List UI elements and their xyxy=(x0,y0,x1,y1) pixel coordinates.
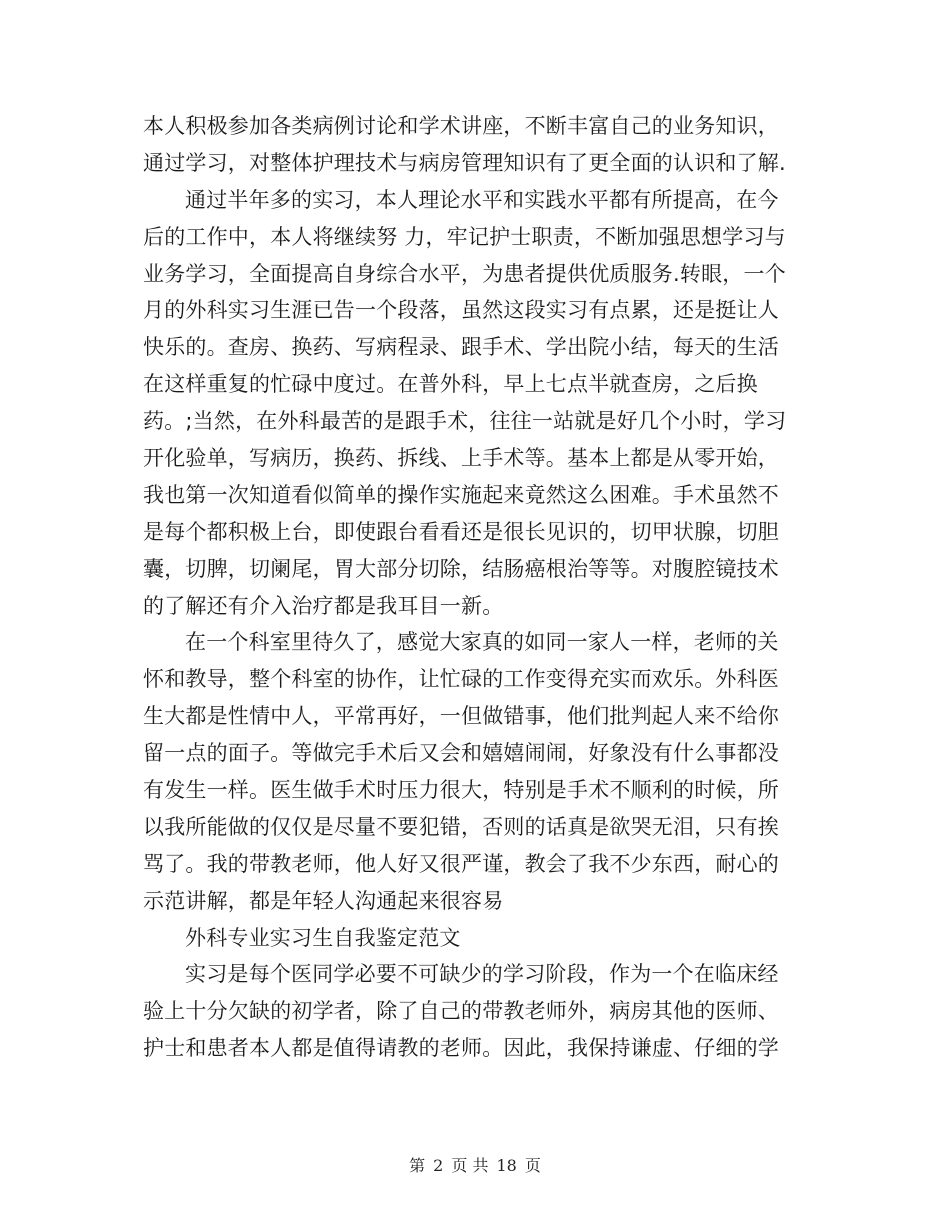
text-line: 月的外科实习生涯已告一个段落，虽然这段实习有点累，还是挺让人 xyxy=(143,298,779,323)
text-line: 通过半年多的实习，本人理论水平和实践水平都有所提高，在今 xyxy=(185,187,779,212)
text-line: 开化验单，写病历，换药、拆线、上手术等。基本上都是从零开始， xyxy=(143,446,779,471)
text-line: 通过学习，对整体护理技术与病房管理知识有了更全面的认识和了解. xyxy=(143,150,786,175)
footer-middle: 页 共 xyxy=(451,1156,489,1175)
footer-prefix: 第 xyxy=(409,1156,426,1175)
text-line: 怀和教导，整个科室的协作，让忙碌的工作变得充实而欢乐。外科医 xyxy=(143,667,779,692)
text-line: 本人积极参加各类病例讨论和学术讲座，不断丰富自己的业务知识， xyxy=(143,114,779,138)
text-line: 是每个都积极上台，即使跟台看看还是很长见识的，切甲状腺，切胆 xyxy=(143,519,779,544)
text-line: 实习是每个医同学必要不可缺少的学习阶段，作为一个在临床经 xyxy=(185,962,779,987)
text-line: 后的工作中，本人将继续努 力，牢记护士职责，不断加强思想学习与 xyxy=(143,224,786,249)
text-line: 留一点的面子。等做完手术后又会和嬉嬉闹闹，好象没有什么事都没 xyxy=(143,741,779,766)
text-line: 验上十分欠缺的初学者，除了自己的带教老师外，病房其他的医师、 xyxy=(143,999,779,1024)
text-line: 生大都是性情中人，平常再好，一但做错事，他们批判起人来不给你 xyxy=(143,704,779,729)
text-line: 护士和患者本人都是值得请教的老师。因此，我保持谦虚、仔细的学 xyxy=(143,1036,779,1061)
document-body xyxy=(143,108,813,1067)
text-line: 快乐的。查房、换药、写病程录、跟手术、学出院小结，每天的生活 xyxy=(143,335,779,360)
text-line: 在这样重复的忙碌中度过。在普外科，早上七点半就查房，之后换 xyxy=(143,372,758,397)
text-line: 药。;当然，在外科最苦的是跟手术，往往一站就是好几个小时，学习 xyxy=(143,409,787,434)
text-line: 外科专业实习生自我鉴定范文 xyxy=(185,925,461,950)
text-line: 有发生一样。医生做手术时压力很大，特别是手术不顺利的时候，所 xyxy=(143,778,779,803)
text-line: 以我所能做的仅仅是尽量不要犯错，否则的话真是欲哭无泪，只有挨 xyxy=(143,814,779,839)
text-line: 在一个科室里待久了，感觉大家真的如同一家人一样，老师的关 xyxy=(185,630,779,655)
text-line: 示范讲解，都是年轻人沟通起来很容易 xyxy=(143,888,504,913)
footer-suffix: 页 xyxy=(524,1156,541,1175)
text-line: 囊，切脾，切阑尾，胃大部分切除，结肠癌根治等等。对腹腔镜技术 xyxy=(143,556,779,581)
footer-total-pages: 18 xyxy=(496,1156,517,1175)
text-line: 业务学习，全面提高自身综合水平，为患者提供优质服务.转眼，一个 xyxy=(143,261,786,286)
text-line: 我也第一次知道看似简单的操作实施起来竟然这么困难。手术虽然不 xyxy=(143,482,779,507)
footer-page-number: 2 xyxy=(433,1156,444,1175)
text-line: 的了解还有介入治疗都是我耳目一新。 xyxy=(143,593,504,618)
text-line: 骂了。我的带教老师，他人好又很严谨，教会了我不少东西，耐心的 xyxy=(143,851,779,876)
page-footer xyxy=(0,1153,950,1176)
